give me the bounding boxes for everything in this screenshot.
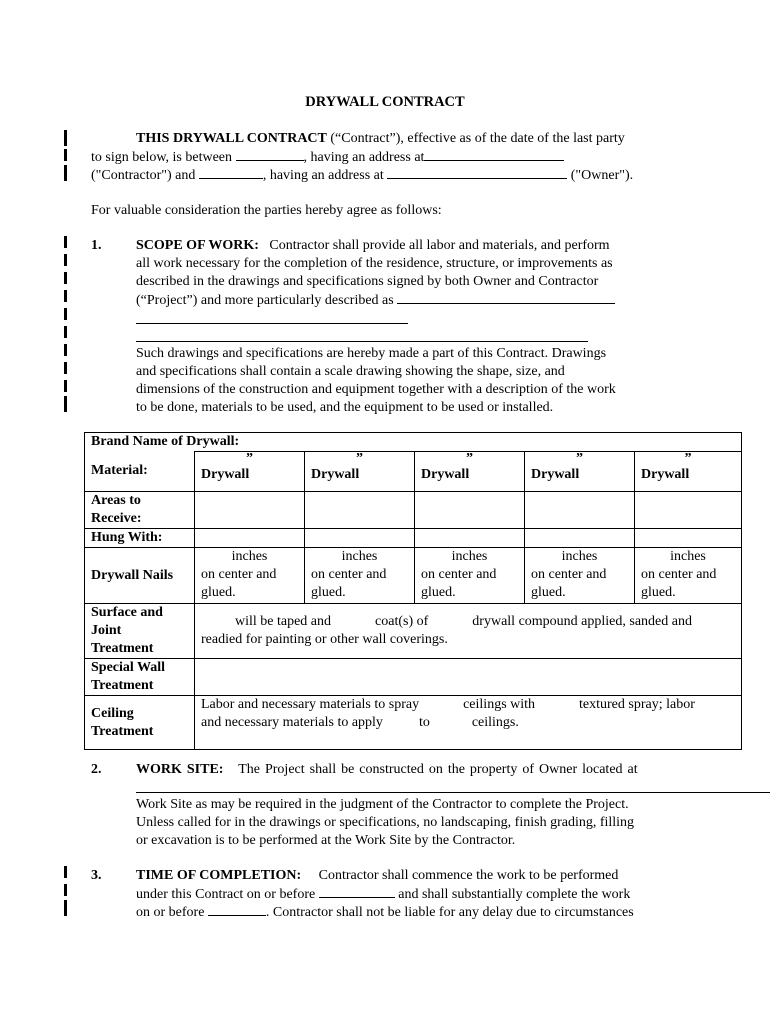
hung-with-label: Hung With: [85, 529, 195, 548]
project-description-blank-3[interactable] [136, 341, 588, 342]
revision-bar [64, 272, 67, 284]
revision-bar [64, 236, 67, 248]
revision-bar [64, 380, 67, 392]
surface-treatment-cell[interactable]: will be taped and coat(s) of drywall compound applied, sanded and readied for painting or other wall coverings. [195, 604, 742, 659]
drywall-spec-table [84, 432, 742, 750]
nails-cell-1[interactable]: inches on center and glued. [195, 548, 305, 604]
material-label: Material: [85, 452, 195, 492]
ceiling-treatment-label: Ceiling Treatment [85, 696, 195, 750]
revision-bar [64, 326, 67, 338]
intro-line-2: to sign below, is between , having an address at [91, 148, 564, 167]
revision-bar [64, 149, 67, 161]
section-2-number: 2. [91, 762, 102, 777]
surface-treatment-label: Surface and Joint Treatment [85, 604, 195, 659]
section-1-heading: SCOPE OF WORK: [136, 238, 259, 253]
revision-bar [64, 900, 67, 916]
material-cell-5[interactable]: ” Drywall [635, 452, 742, 492]
section-2-line-2: Work Site as may be required in the judgment of the Contractor to complete the Project. [136, 797, 629, 812]
special-wall-cell[interactable] [195, 659, 742, 696]
table-row [85, 492, 742, 529]
section-3-line-2: under this Contract on or before and shall substantially complete the work [136, 887, 631, 902]
table-row [85, 529, 742, 548]
drywall-nails-label: Drywall Nails [85, 548, 195, 604]
revision-bar [64, 344, 67, 356]
revision-bar [64, 254, 67, 266]
areas-cell-5[interactable] [635, 492, 742, 529]
intro-line-1: THIS DRYWALL CONTRACT (“Contract”), effective as of the date of the last party [136, 131, 625, 146]
owner-address-blank[interactable] [387, 166, 567, 179]
revision-bar [64, 884, 67, 896]
hung-cell-5[interactable] [635, 529, 742, 548]
brand-name-label: Brand Name of Drywall: [85, 433, 742, 452]
section-1-line-3: described in the drawings and specifications signed by both Owner and Contractor [136, 274, 599, 289]
project-description-blank-2[interactable] [136, 323, 408, 324]
intro-lead: THIS DRYWALL CONTRACT [136, 131, 327, 146]
intro-line-3: ("Contractor") and , having an address at ("Owner"). [91, 168, 634, 183]
table-row [85, 604, 742, 659]
table-row [85, 452, 742, 492]
hung-cell-4[interactable] [525, 529, 635, 548]
document-title: DRYWALL CONTRACT [305, 94, 465, 110]
section-1-p2-line-4: to be done, materials to be used, and the equipment to be used or installed. [136, 400, 554, 415]
areas-cell-4[interactable] [525, 492, 635, 529]
nails-cell-2[interactable]: inches on center and glued. [305, 548, 415, 604]
nails-cell-5[interactable]: inches on center and glued. [635, 548, 742, 604]
nails-cell-3[interactable]: inches on center and glued. [415, 548, 525, 604]
hung-cell-1[interactable] [195, 529, 305, 548]
areas-cell-1[interactable] [195, 492, 305, 529]
commence-date-blank[interactable] [319, 885, 395, 898]
consideration-line: For valuable consideration the parties hereby agree as follows: [91, 203, 442, 218]
revision-bar [64, 165, 67, 181]
project-description-blank[interactable] [397, 291, 615, 304]
section-1-p2-line-2: and specifications shall contain a scale drawing showing the shape, size, and [136, 364, 565, 379]
hung-cell-2[interactable] [305, 529, 415, 548]
areas-cell-3[interactable] [415, 492, 525, 529]
table-row [85, 659, 742, 696]
material-cell-3[interactable]: ” Drywall [415, 452, 525, 492]
work-site-address-blank[interactable] [136, 792, 770, 793]
section-2-line-1: WORK SITE: The Project shall be constructed on the property of Owner located at [136, 762, 638, 777]
revision-bar [64, 396, 67, 412]
section-3-line-1: TIME OF COMPLETION: Contractor shall commence the work to be performed [136, 868, 619, 883]
hung-cell-3[interactable] [415, 529, 525, 548]
section-1-number: 1. [91, 238, 102, 253]
revision-bar [64, 308, 67, 320]
table-row [85, 548, 742, 604]
table-row [85, 433, 742, 452]
section-2-line-3: Unless called for in the drawings or specifications, no landscaping, finish grading, filling [136, 815, 635, 830]
section-1-p2-line-1: Such drawings and specifications are hereby made a part of this Contract. Drawings [136, 346, 607, 361]
owner-name-blank[interactable] [199, 166, 263, 179]
material-cell-1[interactable]: ” Drywall [195, 452, 305, 492]
section-1-p2-line-3: dimensions of the construction and equipment together with a description of the work [136, 382, 616, 397]
section-2-line-4: or excavation is to be performed at the Work Site by the Contractor. [136, 833, 516, 848]
revision-bar [64, 130, 67, 146]
section-3-heading: TIME OF COMPLETION: [136, 868, 302, 883]
revision-bar [64, 866, 67, 878]
areas-label: Areas to Receive: [85, 492, 195, 529]
table-row [85, 696, 742, 750]
contractor-address-blank[interactable] [424, 148, 564, 161]
material-cell-2[interactable]: ” Drywall [305, 452, 415, 492]
nails-cell-4[interactable]: inches on center and glued. [525, 548, 635, 604]
ceiling-treatment-cell[interactable]: Labor and necessary materials to spray ceilings with textured spray; labor and necessary materials to apply to ceilings. [195, 696, 742, 750]
special-wall-label: Special Wall Treatment [85, 659, 195, 696]
section-3-line-3: on or before . Contractor shall not be liable for any delay due to circumstances [136, 905, 634, 920]
completion-date-blank[interactable] [208, 903, 266, 916]
revision-bar [64, 362, 67, 374]
section-1-line-2: all work necessary for the completion of the residence, structure, or improvements as [136, 256, 613, 271]
areas-cell-2[interactable] [305, 492, 415, 529]
section-2-heading: WORK SITE: [136, 762, 224, 777]
revision-bar [64, 290, 67, 302]
material-cell-4[interactable]: ” Drywall [525, 452, 635, 492]
contractor-name-blank[interactable] [236, 148, 304, 161]
section-1-line-4: (“Project”) and more particularly described as [136, 291, 615, 310]
section-1-line-1: SCOPE OF WORK: Contractor shall provide all labor and materials, and perform [136, 238, 610, 253]
section-3-number: 3. [91, 868, 102, 883]
